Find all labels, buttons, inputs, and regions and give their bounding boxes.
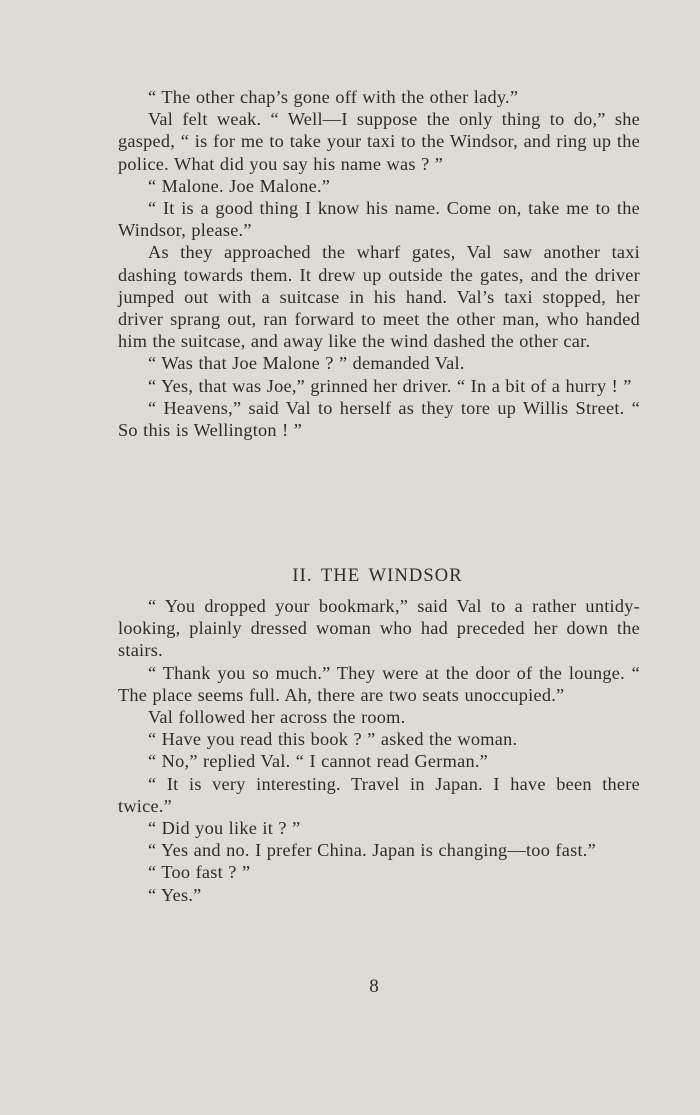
paragraph: “ Yes and no. I prefer China. Japan is changing—too fast.” xyxy=(148,840,596,861)
section-one-text xyxy=(118,86,640,441)
paragraph: “ Have you read this book ? ” asked the woman. xyxy=(148,729,518,750)
paragraph: “ No,” replied Val. “ I cannot read German.” xyxy=(148,751,489,772)
chapter-heading: II. THE WINDSOR xyxy=(292,566,463,586)
paragraph: “ Malone. Joe Malone.” xyxy=(148,175,331,196)
page-number: 8 xyxy=(369,976,379,997)
paragraph: “ Too fast ? ” xyxy=(148,862,251,883)
paragraph: “ You dropped your bookmark,” said Val to a rather untidy-looking, plainly dressed woman who had preceded her down the stairs. xyxy=(118,596,640,661)
paragraph: Val felt weak. “ Well—I suppose the only thing to do,” she gasped, “ is for me to take your taxi to the Windsor, and ring up the police. What did you say his name was ? ” xyxy=(118,109,640,174)
paragraph: “ Heavens,” said Val to herself as they tore up Willis Street. “ So this is Wellington ! ” xyxy=(118,397,640,441)
paragraph: As they approached the wharf gates, Val saw another taxi dashing towards them. It drew up outside the gates, and the driver jumped out with a suitcase in his hand. Val’s taxi stopped, her driver sprang out, ran forward to meet the other man, who handed him the suitcase, and away like the wind dashed the other car. xyxy=(118,242,640,352)
paragraph: “ The other chap’s gone off with the other lady.” xyxy=(148,87,519,107)
paragraph: “ Yes.” xyxy=(148,884,202,905)
paragraph: “ It is very interesting. Travel in Japan. I have been there twice.” xyxy=(118,773,640,816)
paragraph: “ Yes, that was Joe,” grinned her driver. “ In a bit of a hurry ! ” xyxy=(148,375,632,396)
paragraph: Val followed her across the room. xyxy=(148,707,406,728)
paragraph: “ Thank you so much.” They were at the door of the lounge. “ The place seems full. Ah, there are two seats unoccupied.” xyxy=(118,662,640,705)
paragraph: “ It is a good thing I know his name. Come on, take me to the Windsor, please.” xyxy=(118,198,640,241)
section-two-text xyxy=(118,595,640,906)
paragraph: “ Was that Joe Malone ? ” demanded Val. xyxy=(148,353,465,374)
paragraph: “ Did you like it ? ” xyxy=(148,818,301,839)
